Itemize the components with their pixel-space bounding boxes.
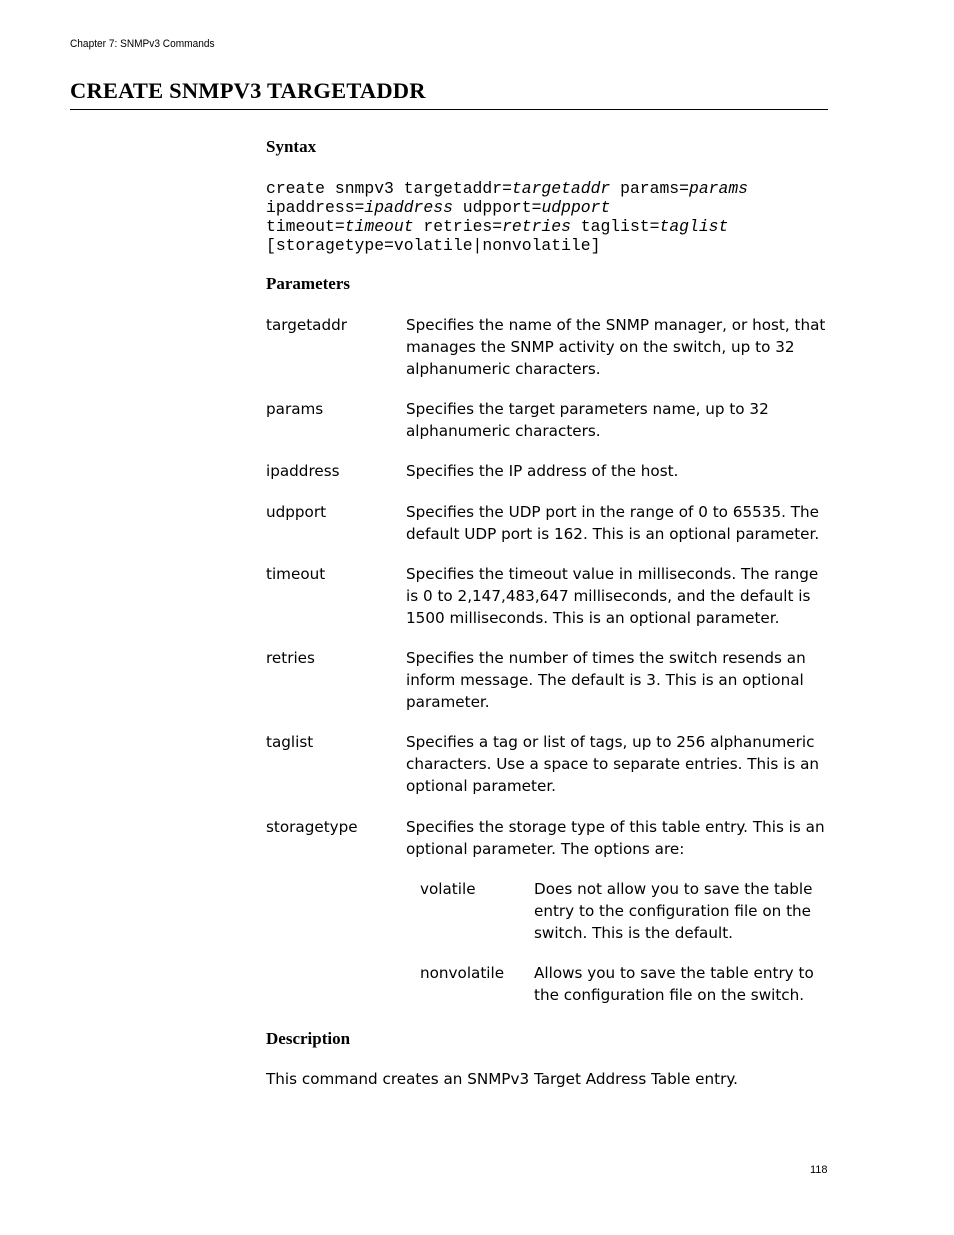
syntax-line-4: [storagetype=volatile|nonvolatile] bbox=[266, 236, 601, 255]
option-name-nonvolatile: nonvolatile bbox=[420, 964, 505, 982]
page-title: CREATE SNMPV3 TARGETADDR bbox=[70, 78, 426, 103]
syntax-line-1: create snmpv3 targetaddr=targetaddr params=params bbox=[266, 179, 749, 198]
syntax-heading: Syntax bbox=[266, 137, 317, 156]
param-name-retries: retries bbox=[266, 649, 315, 667]
description-text: This command creates an SNMPv3 Target Address Table entry. bbox=[266, 1070, 738, 1088]
param-desc-ipaddress: Specifies the IP address of the host. bbox=[406, 462, 679, 480]
param-name-targetaddr: targetaddr bbox=[266, 316, 348, 334]
param-name-storagetype: storagetype bbox=[266, 818, 358, 836]
param-name-taglist: taglist bbox=[266, 733, 314, 751]
param-desc-targetaddr: Specifies the name of the SNMP manager, or host, that manages the SNMP activity on the switch, up to 32 alphanumeric characters. bbox=[406, 316, 826, 378]
syntax-line-3: timeout=timeout retries=retries taglist=taglist bbox=[266, 217, 729, 236]
parameters-heading: Parameters bbox=[266, 274, 351, 293]
param-desc-params: Specifies the target parameters name, up to 32 alphanumeric characters. bbox=[406, 400, 769, 440]
param-name-timeout: timeout bbox=[266, 565, 326, 583]
param-desc-taglist: Specifies a tag or list of tags, up to 256 alphanumeric characters. Use a space to separate entries. This is an optional parameter. bbox=[406, 733, 820, 795]
description-heading: Description bbox=[266, 1029, 351, 1048]
running-head: Chapter 7: SNMPv3 Commands bbox=[70, 38, 215, 50]
param-desc-storagetype: Specifies the storage type of this table entry. This is an optional parameter. The options are: bbox=[406, 818, 825, 858]
title-rule bbox=[70, 109, 828, 110]
param-desc-retries: Specifies the number of times the switch resends an inform message. The default is 3. This is an optional parameter. bbox=[406, 649, 806, 711]
param-name-ipaddress: ipaddress bbox=[266, 462, 340, 480]
option-desc-nonvolatile: Allows you to save the table entry to the configuration file on the switch. bbox=[534, 964, 814, 1004]
option-name-volatile: volatile bbox=[420, 880, 476, 898]
param-desc-udpport: Specifies the UDP port in the range of 0 to 65535. The default UDP port is 162. This is an optional parameter. bbox=[406, 503, 820, 543]
syntax-block bbox=[266, 179, 748, 255]
param-name-udpport: udpport bbox=[266, 503, 327, 521]
param-desc-timeout: Specifies the timeout value in milliseconds. The range is 0 to 2,147,483,647 milliseconds, and the default is 1500 milliseconds. This is an optional parameter. bbox=[406, 565, 819, 627]
syntax-line-2: ipaddress=ipaddress udpport=udpport bbox=[266, 198, 611, 217]
param-name-params: params bbox=[266, 400, 324, 418]
page-number: 118 bbox=[810, 1164, 828, 1176]
option-desc-volatile: Does not allow you to save the table entry to the configuration file on the switch. This is the default. bbox=[534, 880, 813, 942]
